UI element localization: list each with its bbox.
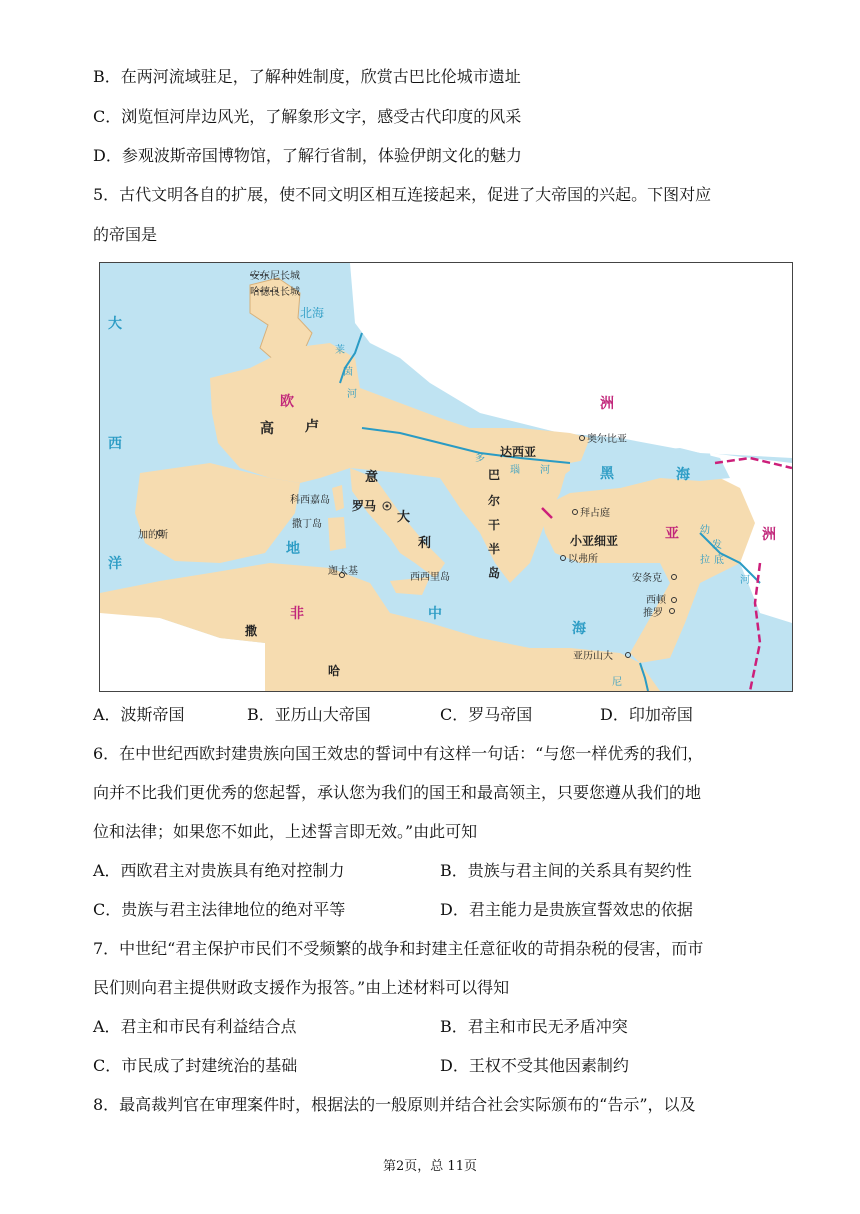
map-label-sadingdao: 撒丁岛: [292, 519, 322, 530]
map-label-tuiluo: 推罗: [643, 608, 663, 619]
map-label-jiataiji: 迦太基: [328, 566, 358, 577]
map-label-fa: 发: [712, 540, 722, 551]
q4-option-d: D．参观波斯帝国博物馆，了解行省制，体验伊朗文化的魅力: [93, 146, 522, 165]
q5-option-d: D．印加帝国: [600, 705, 693, 724]
map-label-yalishanda: 亚历山大: [573, 651, 613, 662]
map-label-baizhanting: 拜占庭: [580, 508, 610, 519]
map-label-ya: 亚: [665, 526, 679, 542]
q6-option-b: B．贵族与君主间的关系具有契约性: [440, 861, 692, 880]
map-label-hai2: 海: [572, 621, 586, 637]
q7-stem-line2: 民们则向君主提供财政支援作为报答。”由上述材料可以得知: [93, 978, 510, 997]
map-label-er: 尔: [488, 494, 501, 508]
map-label-li: 利: [418, 536, 432, 551]
map-label-lu: 卢: [305, 419, 319, 435]
q7-option-b: B．君主和市民无矛盾冲突: [440, 1017, 628, 1036]
map-label-da: 大: [108, 316, 122, 332]
map-label-daxiya: 达西亚: [500, 445, 537, 459]
map-label-fei: 非: [290, 606, 304, 622]
map-label-zhou1: 洲: [600, 396, 614, 412]
map-label-ban: 半: [488, 542, 501, 556]
map-label-gan: 干: [488, 518, 501, 532]
map-label-he3: 河: [740, 575, 750, 586]
q4-option-c: C．浏览恒河岸边风光，了解象形文字，感受古代印度的风采: [93, 107, 522, 126]
q6-option-a: A．西欧君主对贵族具有绝对控制力: [93, 861, 345, 880]
map-label-aoerbiya: 奥尔比亚: [587, 434, 627, 445]
q7-option-d: D．王权不受其他因素制约: [440, 1056, 629, 1075]
q5-option-a: A．波斯帝国: [93, 705, 185, 724]
q8-stem-line1: 8．最高裁判官在审理案件时，根据法的一般原则并结合社会实际颁布的“告示”，以及: [93, 1095, 696, 1114]
map-label-dao: 岛: [488, 566, 501, 580]
map-label-la: 拉: [700, 555, 710, 566]
q5-stem-line1: 5．古代文明各自的扩展，使不同文明区相互连接起来，促进了大帝国的兴起。下图对应: [93, 185, 712, 204]
map-label-hei: 黑: [600, 466, 614, 482]
map-label-he1: 河: [347, 389, 357, 400]
map-label-xixilidao: 西西里岛: [410, 572, 450, 583]
q6-stem-line3: 位和法律；如果您不如此，上述誓言即无效。”由此可知: [93, 822, 478, 841]
q6-option-d: D．君主能力是贵族宣誓效忠的依据: [440, 900, 693, 919]
map-sardinia: [328, 517, 346, 551]
q5-option-b: B．亚历山大帝国: [247, 705, 371, 724]
roman-empire-map: [99, 262, 793, 692]
map-label-xi: 西: [108, 436, 122, 452]
map-label-ba: 巴: [488, 468, 501, 482]
map-label-zhou2: 洲: [762, 527, 776, 543]
map-label-yang: 洋: [108, 556, 122, 572]
map-legend-hadrian: 哈德良长城: [250, 287, 300, 298]
map-label-ou: 欧: [280, 394, 294, 410]
map-label-yifusuo: 以弗所: [568, 554, 598, 565]
q7-option-c: C．市民成了封建统治的基础: [93, 1056, 298, 1075]
map-label-lai: 莱: [335, 345, 345, 356]
map-label-jiadisi: 加的斯: [138, 530, 168, 541]
map-label-yi: 意: [365, 470, 379, 485]
map-label-kexijia: 科西嘉岛: [290, 495, 330, 506]
map-label-duo: 多: [475, 453, 485, 464]
map-label-di2: 底: [714, 555, 724, 566]
map-label-bei_hai: 北海: [300, 306, 325, 320]
map-label-zhong: 中: [428, 606, 442, 622]
map-label-hai1: 海: [676, 467, 690, 483]
map-label-gao: 高: [260, 421, 274, 437]
q5-option-c: C．罗马帝国: [440, 705, 533, 724]
q4-option-b: B．在两河流域驻足，了解种姓制度，欣赏古巴比伦城市遗址: [93, 67, 521, 86]
q6-option-c: C．贵族与君主法律地位的绝对平等: [93, 900, 346, 919]
map-label-da2: 大: [397, 510, 411, 525]
q7-option-a: A．君主和市民有利益结合点: [93, 1017, 297, 1036]
map-label-he2: 河: [540, 465, 550, 476]
map-label-luoma: 罗马: [352, 499, 377, 513]
map-label-antiaoke: 安条克: [632, 573, 662, 584]
map-label-you: 幼: [700, 525, 710, 536]
q5-stem-line2: 的帝国是: [93, 225, 158, 244]
map-label-nao: 瑙: [510, 465, 520, 476]
q7-stem-line1: 7．中世纪“君主保护市民们不受频繁的战争和封建主任意征收的苛捐杂税的侵害，而市: [93, 939, 704, 958]
map-label-di: 地: [286, 541, 300, 557]
map-legend-antonine: 安东尼长城: [250, 271, 300, 282]
q6-stem-line1: 6．在中世纪西欧封建贵族向国王效忠的誓词中有这样一句话：“与您一样优秀的我们，: [93, 744, 704, 763]
map-label-ni: 尼: [612, 677, 622, 688]
map-label-yin: 茵: [343, 367, 353, 378]
map-label-sa: 撒: [245, 624, 258, 638]
page-footer: 第2页，总 11页: [383, 1159, 477, 1174]
map-label-xidun: 西顿: [646, 595, 666, 606]
map-label-ha: 哈: [328, 664, 341, 678]
map-label-xiaoyaxiya: 小亚细亚: [570, 534, 619, 548]
q6-stem-line2: 向并不比我们更优秀的您起誓，承认您为我们的国王和最高领主，只要您遵从我们的地: [93, 783, 702, 802]
